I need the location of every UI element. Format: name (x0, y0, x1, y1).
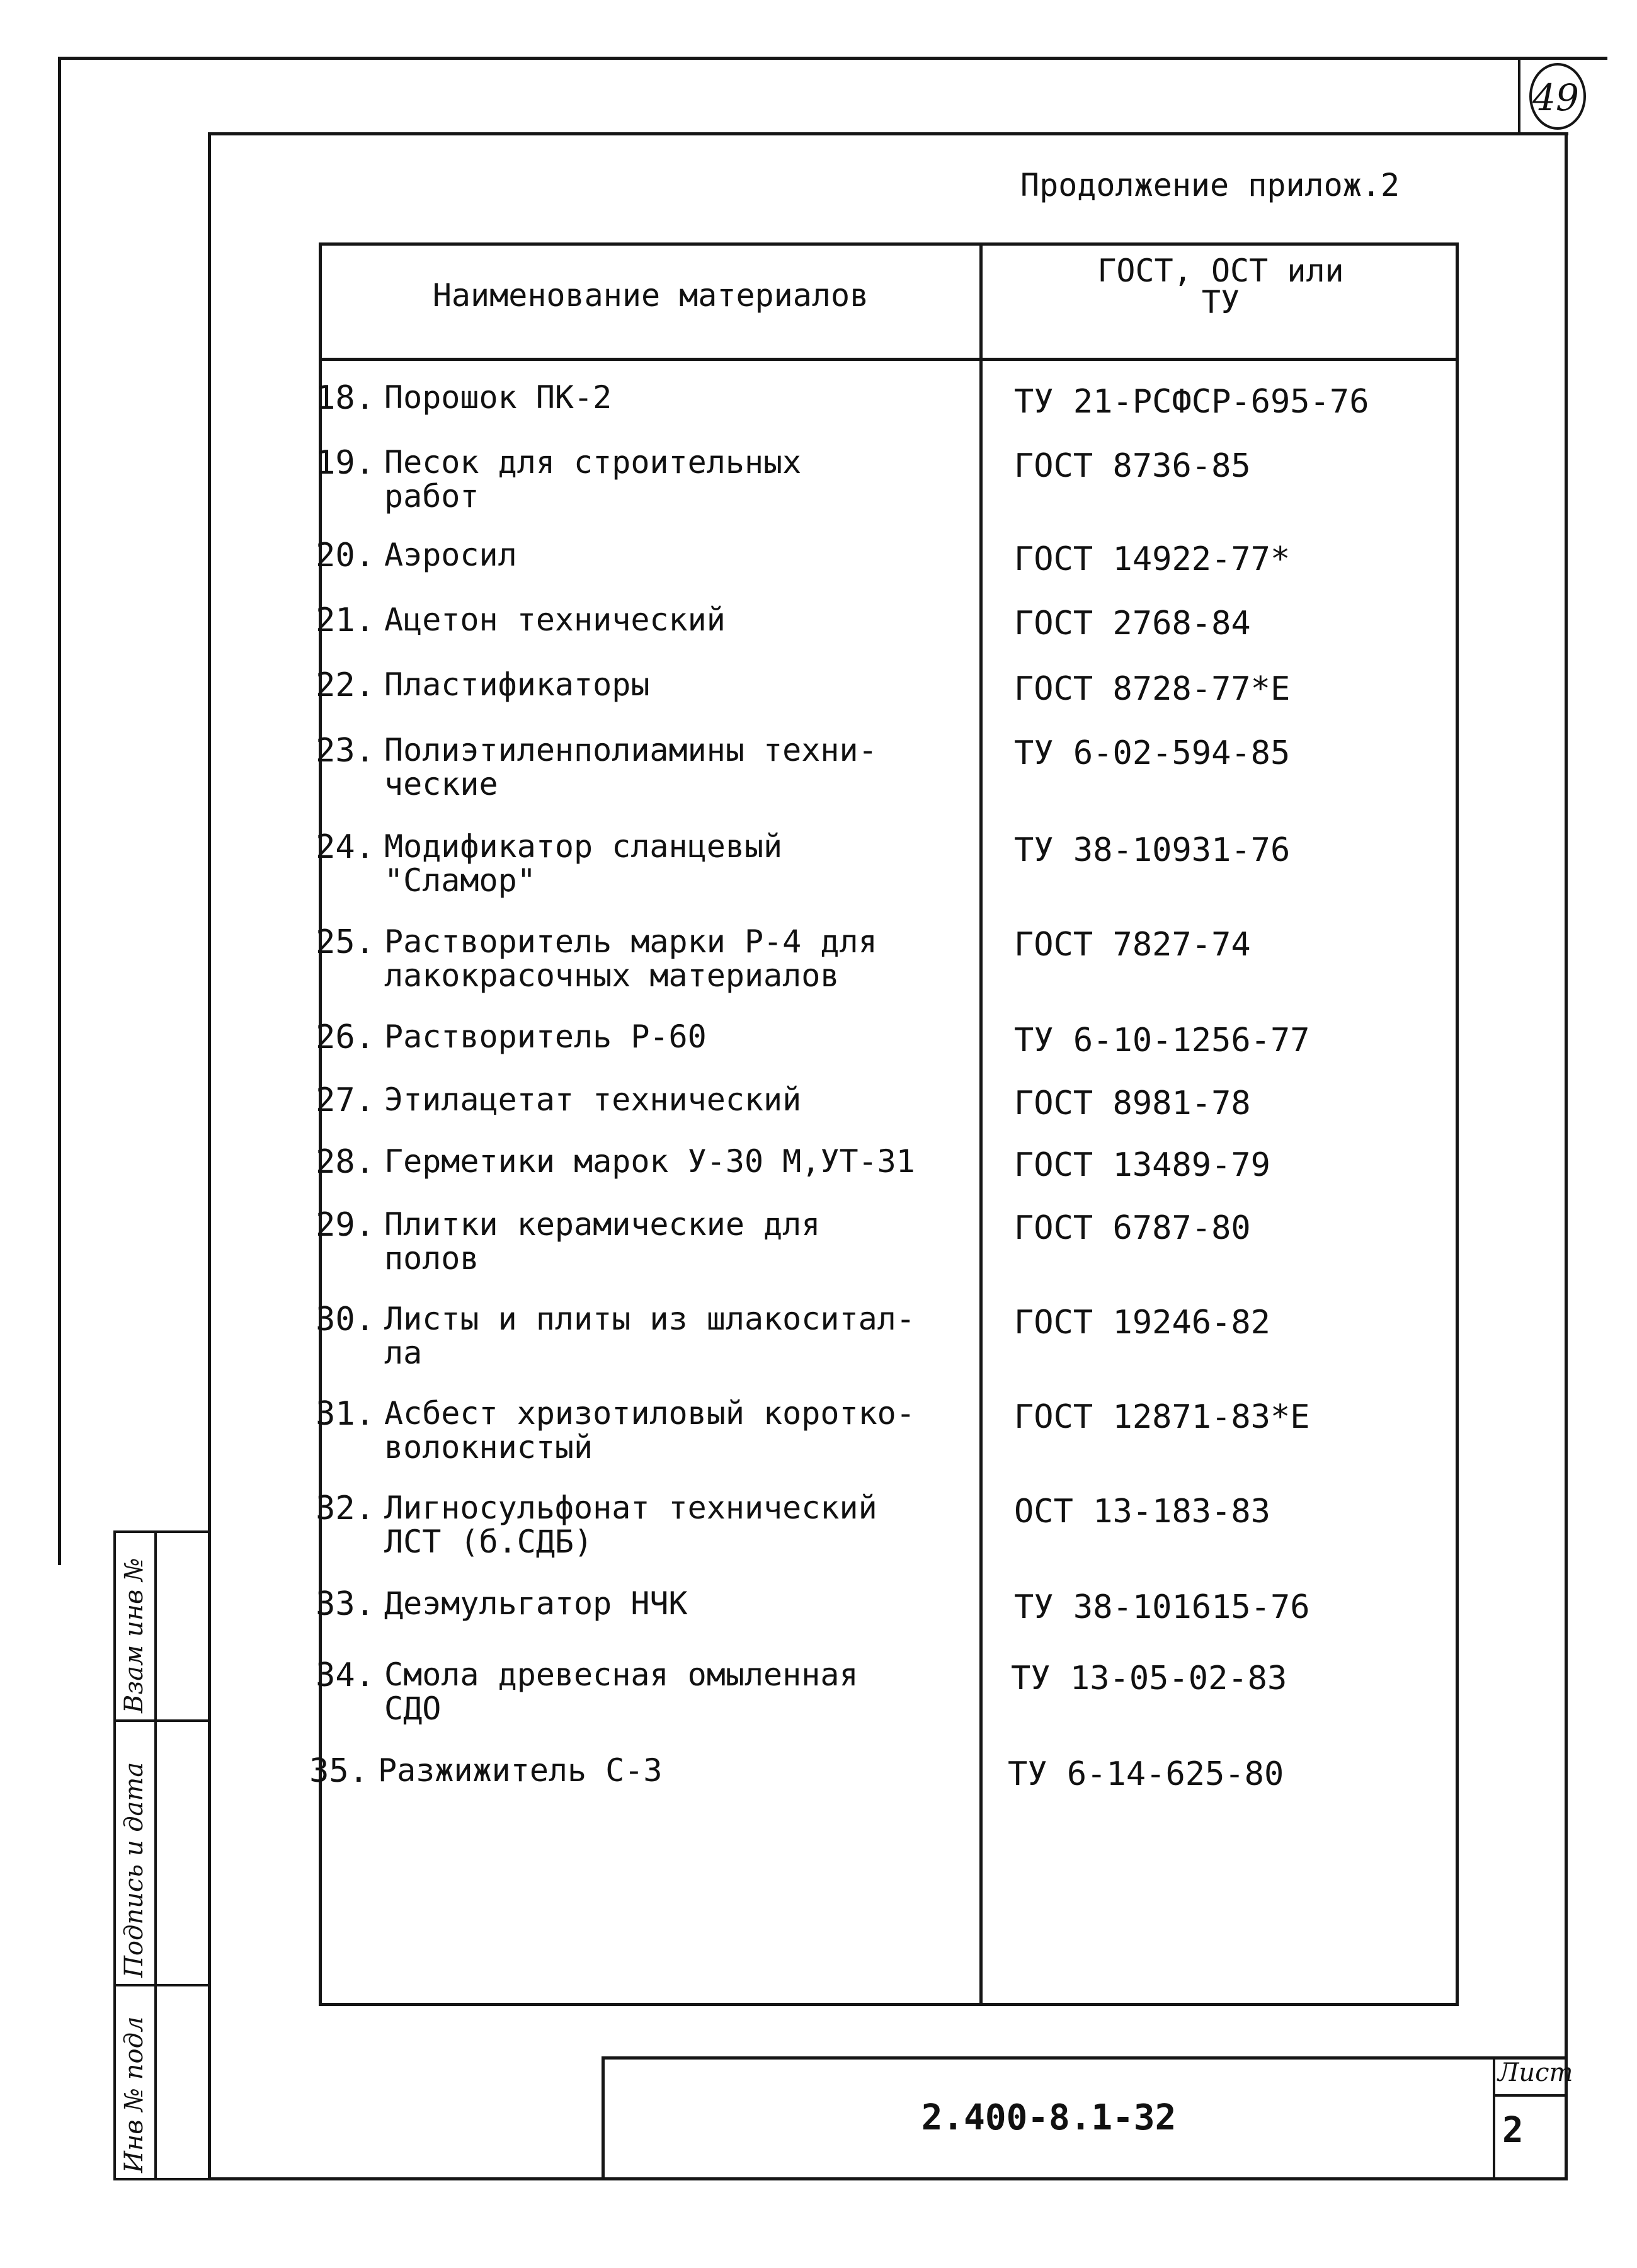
row-standard: ГОСТ 12871-83*Е (1014, 1398, 1310, 1436)
row-number: 19. (316, 444, 375, 482)
row-number: 22. (316, 666, 375, 704)
row-number: 33. (316, 1585, 375, 1623)
row-name: Асбест хризотиловый коротко-волокнистый (384, 1395, 915, 1466)
row-name: Модификатор сланцевый "Сламор" (384, 828, 783, 899)
row-name: Растворитель марки Р-4 для лакокрасочных материалов (384, 923, 877, 994)
row-standard: ГОСТ 8981-78 (1014, 1085, 1251, 1122)
header-note: Продолжение прилож.2 (1020, 167, 1400, 203)
row-standard: ТУ 6-02-594-85 (1014, 734, 1291, 772)
row-number: 29. (316, 1206, 375, 1244)
row-standard: ГОСТ 8736-85 (1014, 447, 1251, 485)
row-name: Разжижитель С-3 (378, 1752, 663, 1789)
row-standard: ГОСТ 6787-80 (1014, 1209, 1251, 1247)
column-header-standard-line2: ТУ (1201, 284, 1240, 321)
row-name: Герметики марок У-30 М,УТ-31 (384, 1143, 915, 1180)
row-number: 34. (316, 1656, 375, 1694)
row-name: Лигносульфонат технический ЛСТ (б.СДБ) (384, 1490, 877, 1560)
column-header-standard-line1: ГОСТ, ОСТ или (1097, 253, 1344, 289)
frame-top (208, 132, 1568, 135)
frame-bottom (208, 2177, 1568, 2180)
row-number: 25. (316, 923, 375, 961)
row-number: 28. (316, 1143, 375, 1181)
row-number: 32. (316, 1490, 375, 1527)
side-block-divider (154, 1530, 157, 2180)
stamp-divider (1493, 2056, 1495, 2180)
sheet-label: Лист (1498, 2058, 1573, 2087)
row-number: 31. (316, 1395, 375, 1433)
side-block-row-divider (113, 1984, 211, 1986)
row-number: 26. (316, 1018, 375, 1056)
row-name: Порошок ПК-2 (384, 379, 612, 416)
row-standard: ТУ 6-10-1256-77 (1014, 1022, 1310, 1059)
row-standard: ГОСТ 19246-82 (1014, 1304, 1270, 1342)
table-column-divider (979, 242, 983, 2006)
row-number: 21. (316, 601, 375, 639)
row-name: Полиэтиленполиамины техни-ческие (384, 732, 877, 802)
row-name: Смола древесная омыленная СДО (384, 1656, 858, 1727)
frame-right (1565, 132, 1568, 2180)
stamp-top-line (602, 2056, 1568, 2060)
row-name: Растворитель Р-60 (384, 1018, 707, 1055)
corner-divider (1518, 57, 1520, 132)
row-number: 27. (316, 1081, 375, 1119)
row-number: 23. (316, 732, 375, 770)
column-header-standard (983, 253, 1459, 321)
row-number: 20. (316, 537, 375, 574)
table-header-divider (319, 358, 1459, 361)
row-name: Плитки керамические для полов (384, 1206, 821, 1277)
row-number: 18. (316, 379, 375, 417)
row-standard: ТУ 13-05-02-83 (1011, 1660, 1287, 1697)
page-number: 49 (1532, 76, 1579, 119)
row-standard: ГОСТ 7827-74 (1014, 926, 1251, 964)
row-standard: ГОСТ 14922-77* (1014, 540, 1291, 578)
row-name: Ацетон технический (384, 601, 726, 638)
row-number: 35. (309, 1752, 368, 1790)
row-standard: ТУ 6-14-625-80 (1008, 1755, 1284, 1793)
row-name: Листы и плиты из шлакоситал-ла (384, 1301, 915, 1371)
row-standard: ГОСТ 2768-84 (1014, 605, 1251, 642)
row-name: Этилацетат технический (384, 1081, 802, 1118)
column-header-name: Наименование материалов (432, 277, 869, 314)
side-block-row-divider (113, 1719, 211, 1722)
row-standard: ГОСТ 13489-79 (1014, 1146, 1270, 1184)
row-standard: ГОСТ 8728-77*Е (1014, 670, 1291, 708)
side-field-inventory: Инв № подл (120, 2016, 149, 2173)
sheet-number: 2 (1502, 2110, 1524, 2151)
row-name: Песок для строительных работ (384, 444, 802, 515)
stamp-sheet-divider (1493, 2094, 1568, 2097)
row-standard: ТУ 38-101615-76 (1014, 1588, 1310, 1626)
document-code: 2.400-8.1-32 (921, 2097, 1177, 2138)
row-standard: ТУ 38-10931-76 (1014, 831, 1291, 869)
row-name: Деэмульгатор НЧК (384, 1585, 688, 1622)
row-number: 30. (316, 1301, 375, 1338)
outer-frame-top (58, 57, 1607, 60)
row-standard: ОСТ 13-183-83 (1014, 1493, 1270, 1530)
row-number: 24. (316, 828, 375, 866)
side-field-replacement: Взам инв № (120, 1558, 149, 1713)
row-name: Аэросил (384, 537, 517, 573)
outer-frame-left (58, 57, 61, 1565)
row-standard: ТУ 21-РСФСР-695-76 (1014, 383, 1369, 421)
row-name: Пластификаторы (384, 666, 650, 703)
side-field-signature-date: Подпись и дата (120, 1762, 149, 1978)
